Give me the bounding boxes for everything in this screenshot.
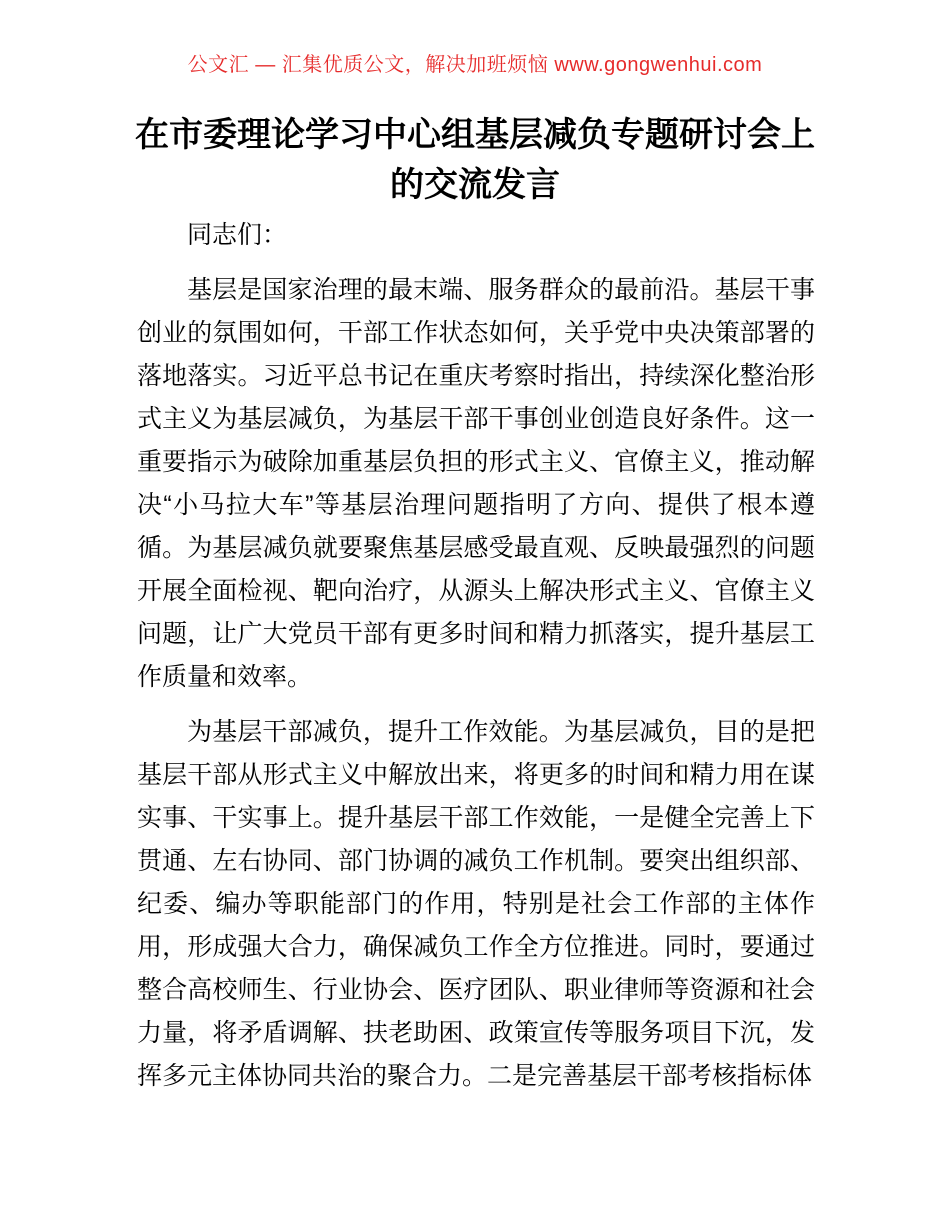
paragraph: 基层是国家治理的最末端、服务群众的最前沿。基层干事创业的氛围如何，干部工作状态如何，关乎党中央决策部署的落地落实。习近平总书记在重庆考察时指出，持续深化整治形式主义为基层减负，为基层干部干事创业创造良好条件。这一重要指示为破除加重基层负担的形式主义、官僚主义，推动解决“小马拉大车”等基层治理问题指明了方向、提供了根本遵循。为基层减负就要聚焦基层感受最直观、反映最强烈的问题开展全面检视、靶向治疗，从源头上解决形式主义、官僚主义问题，让广大党员干部有更多时间和精力抓落实，提升基层工作质量和效率。 [137, 276, 815, 691]
document-body [137, 214, 815, 1098]
promo-banner: 公文汇 — 汇集优质公文，解决加班烦恼 www.gongwenhui.com [187, 54, 763, 76]
paragraph: 为基层干部减负，提升工作效能。为基层减负，目的是把基层干部从形式主义中解放出来，将更多的时间和精力用在谋实事、干实事上。提升基层干部工作效能，一是健全完善上下贯通、左右协同、部门协调的减负工作机制。要突出组织部、纪委、编办等职能部门的作用，特别是社会工作部的主体作用，形成强大合力，确保减负工作全方位推进。同时，要通过整合高校师生、行业协会、医疗团队、职业律师等资源和社会力量，将矛盾调解、扶老助困、政策宣传等服务项目下沉，发挥多元主体协同共治的聚合力。二是完善基层干部考核指标体 [137, 718, 815, 1090]
document-title: 在市委理论学习中心组基层减负专题研讨会上的交流发言 [135, 116, 815, 204]
salutation: 同志们： [187, 221, 288, 249]
